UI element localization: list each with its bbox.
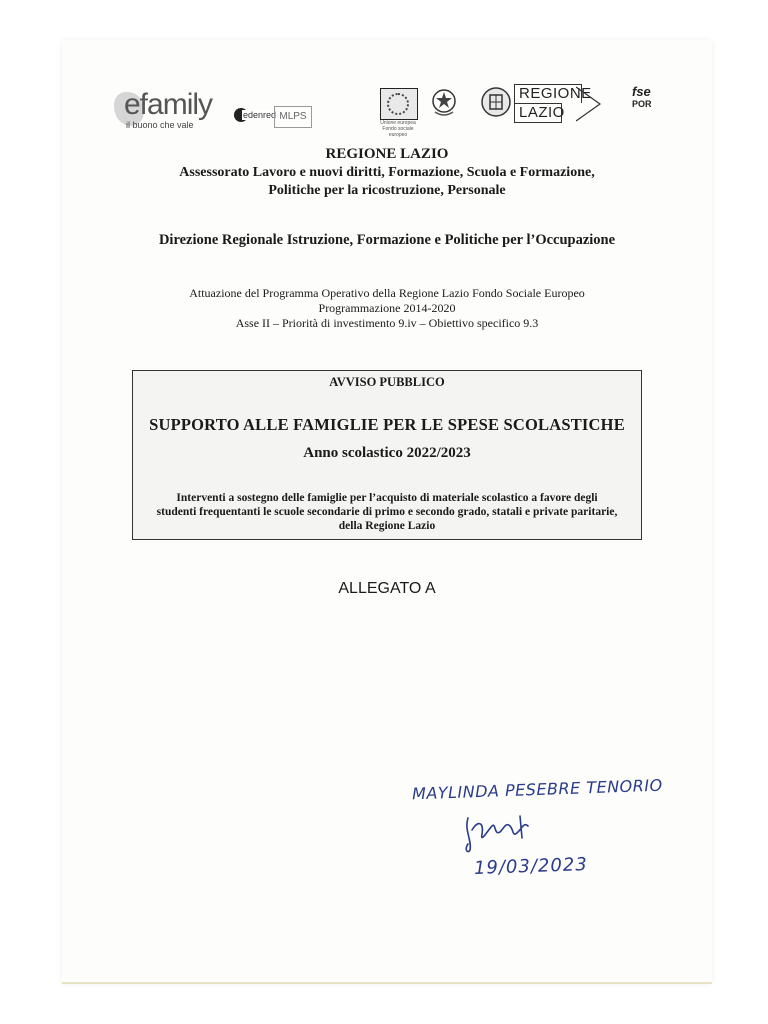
regione-lazio-wordmark	[514, 84, 604, 122]
avviso-description	[143, 491, 631, 533]
region-heading: REGIONE LAZIO	[325, 146, 449, 162]
mlps-logo: MLPS	[274, 106, 312, 128]
description-line-3: della Regione Lazio	[338, 520, 436, 532]
assessorato-line-1: Assessorato Lavoro e nuovi diritti, Formazione, Scuola e Formazione,	[179, 165, 595, 180]
attuazione-line-1: Attuazione del Programma Operativo della Regione Lazio Fondo Sociale Europeo	[189, 286, 585, 300]
por-label: POR	[632, 99, 652, 109]
handwritten-date: 19/03/2023	[473, 854, 589, 879]
italian-republic-emblem-icon	[430, 86, 458, 118]
fse-por-logo	[632, 84, 664, 124]
eu-caption: Unione europea Fondo sociale europeo	[380, 120, 416, 138]
allegato-heading: ALLEGATO A	[338, 580, 436, 597]
attuazione-line-3: Asse II – Priorità di investimento 9.iv – Obiettivo specifico 9.3	[235, 316, 539, 330]
avviso-label: AVVISO PUBBLICO	[329, 375, 445, 389]
lazio-label: LAZIO	[514, 103, 562, 123]
page-bottom-edge	[62, 982, 712, 984]
direzione-heading: Direzione Regionale Istruzione, Formazione e Politiche per l’Occupazione	[158, 232, 616, 248]
regione-chevron-icon	[576, 86, 602, 122]
regione-label: REGIONE	[514, 84, 582, 103]
edenred-logo	[234, 106, 277, 128]
attuazione-line-2: Programmazione 2014-2020	[318, 301, 456, 315]
eu-flag-logo	[380, 88, 418, 120]
attuazione-block	[62, 286, 712, 331]
eu-stars-icon	[387, 93, 409, 115]
assessorato-heading	[62, 164, 712, 200]
efamily-wordmark: efamily	[124, 88, 213, 121]
avviso-box	[132, 370, 642, 540]
description-line-1: Interventi a sostegno delle famiglie per l’acquisto di materiale scolastico a favore degli	[176, 492, 598, 504]
description-line-2: studenti frequentanti le scuole secondarie di primo e secondo grado, statali e private paritarie,	[156, 506, 618, 518]
handwritten-name: MAYLINDA PESEBRE TENORIO	[411, 775, 663, 804]
document-page	[62, 40, 712, 984]
regione-lazio-emblem-icon	[480, 86, 512, 118]
edenred-wordmark: edenred	[243, 110, 277, 120]
efamily-logo	[114, 88, 234, 132]
avviso-title: SUPPORTO ALLE FAMIGLIE PER LE SPESE SCOLASTICHE	[149, 415, 625, 434]
school-year: Anno scolastico 2022/2023	[303, 445, 471, 461]
assessorato-line-2: Politiche per la ricostruzione, Personale	[268, 183, 506, 198]
handwritten-signature	[462, 810, 536, 856]
efamily-tagline: il buono che vale	[126, 120, 194, 130]
fse-label: fse	[632, 84, 651, 99]
